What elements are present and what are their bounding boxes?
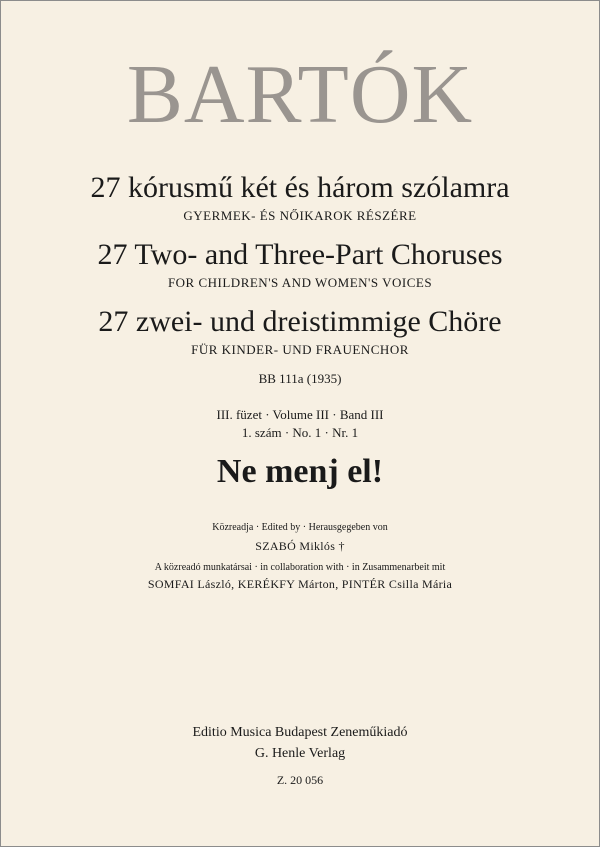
subtitle-english: FOR CHILDREN'S AND WOMEN'S VOICES: [167, 275, 433, 290]
collaboration-label: A közreadó munkatársai · in collaboration with · in Zusammenarbeit mit: [154, 562, 446, 573]
publisher-line-1: Editio Musica Budapest Zeneműkiadó: [192, 725, 408, 740]
composer-name: BARTÓK: [126, 48, 474, 141]
subtitle-hungarian: GYERMEK- ÉS NŐIKAROK RÉSZÉRE: [183, 208, 417, 223]
publisher-line-2: G. Henle Verlag: [254, 746, 346, 761]
editor-name: SZABÓ Miklós †: [255, 539, 345, 553]
volume-line: III. füzet · Volume III · Band III: [216, 407, 384, 422]
publisher-number: Z. 20 056: [276, 773, 324, 787]
piece-title: Ne menj el!: [216, 453, 384, 490]
catalogue-number: BB 111a (1935): [258, 371, 342, 386]
collaborator-names: SOMFAI László, KERÉKFY Márton, PINTÉR Csilla Mária: [147, 577, 453, 591]
edited-by-label: Közreadja · Edited by · Herausgegeben von: [212, 522, 388, 533]
subtitle-german: FÜR KINDER- UND FRAUENCHOR: [191, 342, 409, 357]
title-english: 27 Two- and Three-Part Choruses: [97, 238, 503, 271]
title-hungarian: 27 kórusmű két és három szólamra: [90, 171, 510, 204]
number-line: 1. szám · No. 1 · Nr. 1: [241, 425, 359, 440]
title-german: 27 zwei- und dreistimmige Chöre: [98, 305, 502, 338]
